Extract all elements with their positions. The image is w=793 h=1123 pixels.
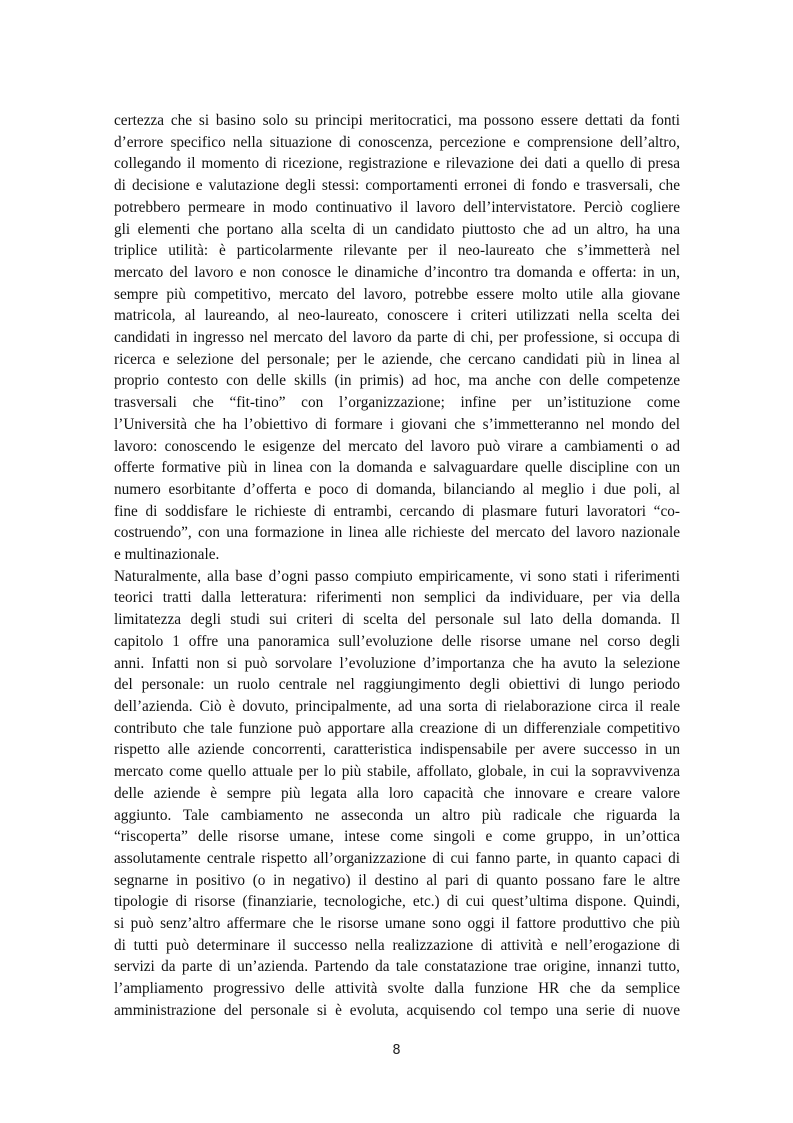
- text-line: l’Università che ha l’obiettivo di formare i giovani che s’immetteranno nel mondo del: [114, 415, 680, 433]
- text-line: costruendo”, con una formazione in linea alle richieste del mercato del lavoro nazionale: [114, 524, 680, 542]
- text-line: dell’azienda. Ciò è dovuto, principalmente, ad una sorta di rielaborazione circa il reale: [114, 697, 680, 715]
- page-number: 8: [392, 1043, 401, 1058]
- text-line: potrebbero permeare in modo continuativo il lavoro dell’intervistatore. Perciò cogliere: [114, 198, 680, 216]
- text-line: certezza che si basino solo su principi meritocratici, ma possono essere dettati da fonti: [114, 112, 680, 129]
- text-line: assolutamente centrale rispetto all’organizzazione di cui fanno parte, in quanto capaci di: [114, 849, 680, 867]
- text-line: d’errore specifico nella situazione di conoscenza, percezione e comprensione dell’altro,: [114, 133, 680, 151]
- text-line: numero esorbitante d’offerta e poco di domanda, bilanciando al meglio i due poli, al: [114, 480, 680, 498]
- text-line: rispetto alle aziende concorrenti, caratteristica indispensabile per avere successo in un: [114, 741, 680, 759]
- text-line: servizi da parte di un’azienda. Partendo da tale constatazione trae origine, innanzi tutto,: [114, 958, 680, 976]
- text-line: l’ampliamento progressivo delle attività svolte dalla funzione HR che da semplice: [114, 980, 680, 998]
- text-line: limitatezza degli studi sui criteri di scelta del personale sul lato della domanda. Il: [114, 611, 680, 629]
- text-line: segnarne in positivo (o in negativo) il destino al pari di quanto possano fare le altre: [114, 871, 680, 889]
- text-line: mercato del lavoro e non conosce le dinamiche d’incontro tra domanda e offerta: in un,: [114, 263, 680, 281]
- text-line: collegando il momento di ricezione, registrazione e rilevazione dei dati a quello di presa: [114, 155, 680, 173]
- text-line: contributo che tale funzione può apportare alla creazione di un differenziale competitivo: [114, 719, 680, 737]
- text-line: si può senz’altro affermare che le risorse umane sono oggi il fattore produttivo che più: [114, 915, 680, 933]
- text-line: triplice utilità: è particolarmente rilevante per il neo-laureato che s’immetterà nel: [114, 242, 680, 260]
- text-line: e multinazionale.: [114, 546, 220, 564]
- text-line: capitolo 1 offre una panoramica sull’evoluzione delle risorse umane nel corso degli: [114, 632, 680, 650]
- text-line: aggiunto. Tale cambiamento ne asseconda un altro più radicale che riguarda la: [114, 806, 680, 824]
- text-line: amministrazione del personale si è evoluta, acquisendo col tempo una serie di nuove: [114, 1001, 680, 1019]
- text-line: fine di soddisfare le richieste di entrambi, cercando di plasmare futuri lavoratori “co-: [114, 502, 680, 520]
- text-line: ricerca e selezione del personale; per le aziende, che cercano candidati più in linea al: [114, 350, 680, 368]
- text-line: teorici tratti dalla letteratura: riferimenti non semplici da individuare, per via della: [114, 589, 680, 607]
- text-line: candidati in ingresso nel mercato del lavoro da parte di chi, per professione, si occupa di: [114, 329, 680, 347]
- text-line: trasversali che “fit-tino” con l’organizzazione; infine per un’istituzione come: [114, 394, 680, 412]
- text-line: lavoro: conoscendo le esigenze del mercato del lavoro può virare a cambiamenti o ad: [114, 437, 680, 455]
- body-text: [114, 110, 680, 1022]
- text-line: del personale: un ruolo centrale nel raggiungimento degli obiettivi di lungo periodo: [114, 676, 680, 694]
- text-line: anni. Infatti non si può sorvolare l’evoluzione d’importanza che ha avuto la selezione: [114, 654, 680, 672]
- text-line: gli elementi che portano alla scelta di un candidato piuttosto che ad un altro, ha una: [114, 220, 680, 238]
- text-line: tipologie di risorse (finanziarie, tecnologiche, etc.) di cui quest’ultima dispone. Quindi,: [114, 893, 680, 911]
- text-line: delle aziende è sempre più legata alla loro capacità che innovare e creare valore: [114, 784, 680, 802]
- text-line: di tutti può determinare il successo nella realizzazione di attività e nell’erogazione di: [114, 936, 680, 954]
- text-line: mercato come quello attuale per lo più stabile, affollato, globale, in cui la sopravvivenza: [114, 763, 680, 781]
- text-line: di decisione e valutazione degli stessi: comportamenti erronei di fondo e trasversali, che: [114, 177, 680, 195]
- text-line: offerte formative più in linea con la domanda e salvaguardare quelle discipline con un: [114, 459, 680, 477]
- text-line: “riscoperta” delle risorse umane, intese come singoli e come gruppo, in un’ottica: [114, 828, 680, 846]
- text-line: Naturalmente, alla base d’ogni passo compiuto empiricamente, vi sono stati i riferimenti: [114, 567, 680, 585]
- text-line: matricola, al laureando, al neo-laureato, conoscere i criteri utilizzati nella scelta dei: [114, 307, 680, 325]
- text-line: sempre più competitivo, mercato del lavoro, potrebbe essere molto utile alla giovane: [114, 285, 680, 303]
- text-line: proprio contesto con delle skills (in primis) ad hoc, ma anche con delle competenze: [114, 372, 680, 390]
